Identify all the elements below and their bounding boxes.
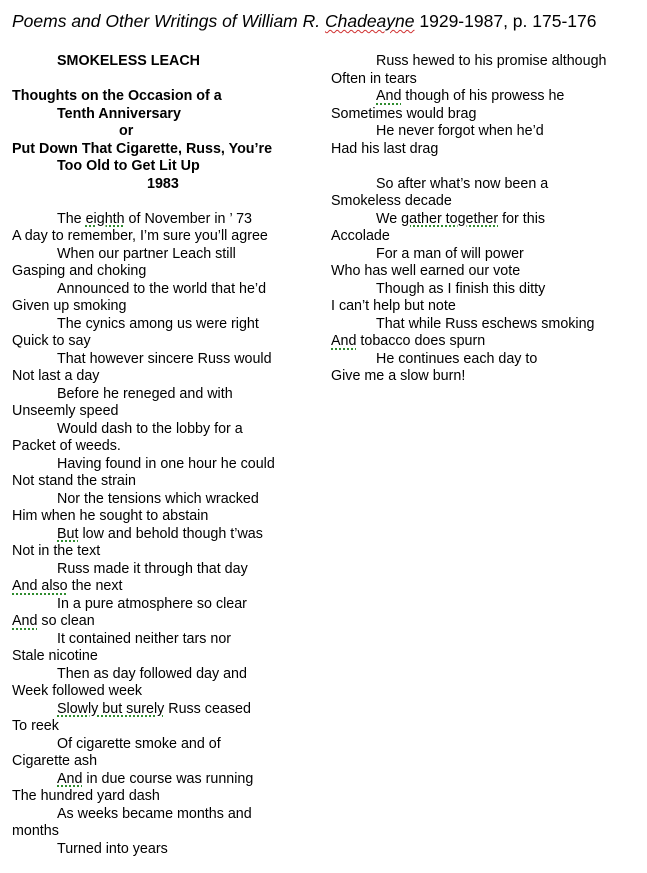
poem-line: Before he reneged and with bbox=[57, 385, 233, 402]
poem-line: Give me a slow burn! bbox=[331, 368, 466, 384]
poem-line: It contained neither tars nor bbox=[57, 630, 232, 647]
poem-line bbox=[12, 613, 312, 631]
line-text: Russ ceased bbox=[164, 700, 251, 717]
poem-line: Not last a day bbox=[12, 368, 100, 384]
poem-line: The cynics among us were right bbox=[57, 315, 259, 332]
poem-line: Cigarette ash bbox=[12, 753, 98, 769]
header-dates-pages: 1929-1987, p. 175-176 bbox=[414, 11, 597, 31]
poem-line bbox=[12, 771, 312, 789]
line-text: of November in ’ 73 bbox=[124, 210, 252, 227]
poem-line: Though as I finish this ditty bbox=[376, 280, 546, 297]
blank-line bbox=[12, 71, 312, 89]
line-text: low and behold though t’was bbox=[78, 525, 263, 542]
line-text: for this bbox=[498, 210, 546, 227]
poem-year: 1983 bbox=[147, 175, 179, 192]
poem-line: To reek bbox=[12, 718, 59, 734]
poem-line: Russ hewed to his promise although bbox=[376, 53, 607, 69]
poem-line: Announced to the world that he’d bbox=[57, 280, 267, 297]
poem-line: So after what’s now been a bbox=[376, 175, 549, 192]
poem-line: Quick to say bbox=[12, 333, 91, 349]
poem-subtitle-line: Tenth Anniversary bbox=[57, 105, 181, 122]
poem-line: Of cigarette smoke and of bbox=[57, 735, 221, 752]
poem-line bbox=[12, 578, 312, 596]
poem-line: Smokeless decade bbox=[331, 193, 452, 209]
poem-line: Sometimes would brag bbox=[331, 105, 477, 122]
poem-line: That however sincere Russ would bbox=[57, 350, 272, 367]
grammar-flagged-text: eighth bbox=[85, 210, 125, 227]
poem-line bbox=[331, 211, 636, 229]
poem-line: That while Russ eschews smoking bbox=[376, 315, 595, 332]
poem-line: Gasping and choking bbox=[12, 263, 147, 279]
poem-line: Turned into years bbox=[57, 840, 168, 857]
poem-line: For a man of will power bbox=[376, 245, 524, 262]
poem-line: I can’t help but note bbox=[331, 298, 456, 314]
header-author-surname: Chadeayne bbox=[324, 11, 415, 31]
blank-line bbox=[331, 158, 636, 176]
poem-line: Had his last drag bbox=[331, 140, 439, 157]
poem-line: Russ made it through that day bbox=[57, 560, 248, 577]
poem-line: Then as day followed day and bbox=[57, 665, 247, 682]
poem-subtitle-line: Put Down That Cigarette, Russ, You’re bbox=[12, 140, 273, 157]
line-text: tobacco does spurn bbox=[356, 333, 486, 349]
line-text: We bbox=[376, 210, 402, 227]
grammar-flagged-text: And bbox=[12, 613, 38, 629]
poem-line: Having found in one hour he could bbox=[57, 455, 275, 472]
poem-line bbox=[12, 526, 312, 544]
grammar-flagged-text: And also bbox=[12, 578, 68, 594]
poem-line bbox=[331, 88, 636, 106]
grammar-flagged-text: And bbox=[57, 770, 83, 787]
line-text: so clean bbox=[37, 613, 95, 629]
poem-line bbox=[12, 701, 312, 719]
header-title: Poems and Other Writings of William R. bbox=[12, 11, 325, 31]
grammar-flagged-text: But bbox=[57, 525, 79, 542]
line-text: though of his prowess he bbox=[401, 88, 565, 104]
poem-line: When our partner Leach still bbox=[57, 245, 236, 262]
poem-line: Often in tears bbox=[331, 70, 417, 87]
poem-line: He never forgot when he’d bbox=[376, 123, 544, 139]
poem-line: The hundred yard dash bbox=[12, 788, 160, 804]
poem-line: Would dash to the lobby for a bbox=[57, 420, 243, 437]
poem-line: months bbox=[12, 823, 59, 839]
poem-line: A day to remember, I’m sure you’ll agree bbox=[12, 228, 268, 244]
poem-subtitle-line: Too Old to Get Lit Up bbox=[57, 158, 200, 174]
poem-line: Accolade bbox=[331, 228, 390, 244]
poem-subtitle-line: Thoughts on the Occasion of a bbox=[12, 88, 222, 104]
poem-line: Him when he sought to abstain bbox=[12, 508, 209, 524]
poem-line bbox=[12, 211, 312, 229]
poem-line: Given up smoking bbox=[12, 298, 127, 314]
poem-line: Unseemly speed bbox=[12, 403, 119, 419]
poem-verse-right bbox=[331, 53, 636, 386]
poem-title: SMOKELESS LEACH bbox=[57, 53, 200, 69]
line-text: in due course was running bbox=[82, 770, 254, 787]
poem-left-column bbox=[12, 53, 312, 858]
grammar-flagged-text: And bbox=[331, 333, 357, 349]
poem-line: Week followed week bbox=[12, 683, 143, 699]
grammar-flagged-text: gather together bbox=[401, 210, 499, 227]
grammar-flagged-text: Slowly but surely bbox=[57, 700, 165, 717]
grammar-flagged-text: And bbox=[376, 88, 402, 104]
poem-right-column bbox=[331, 53, 636, 386]
poem-verse-left bbox=[12, 211, 312, 859]
poem-line: In a pure atmosphere so clear bbox=[57, 595, 247, 612]
blank-line bbox=[12, 193, 312, 211]
poem-line: Not in the text bbox=[12, 543, 101, 559]
poem-line: Packet of weeds. bbox=[12, 438, 121, 454]
poem-line: Who has well earned our vote bbox=[331, 263, 521, 279]
poem-line: Not stand the strain bbox=[12, 473, 136, 489]
line-text: The bbox=[57, 210, 86, 227]
line-text: the next bbox=[67, 578, 123, 594]
poem-line: As weeks became months and bbox=[57, 805, 252, 822]
poem-subtitle-or: or bbox=[119, 123, 134, 139]
poem-line: Stale nicotine bbox=[12, 648, 98, 664]
document-header bbox=[12, 10, 596, 32]
poem-line: Nor the tensions which wracked bbox=[57, 490, 259, 507]
poem-line: He continues each day to bbox=[376, 350, 538, 367]
poem-line bbox=[331, 333, 636, 351]
